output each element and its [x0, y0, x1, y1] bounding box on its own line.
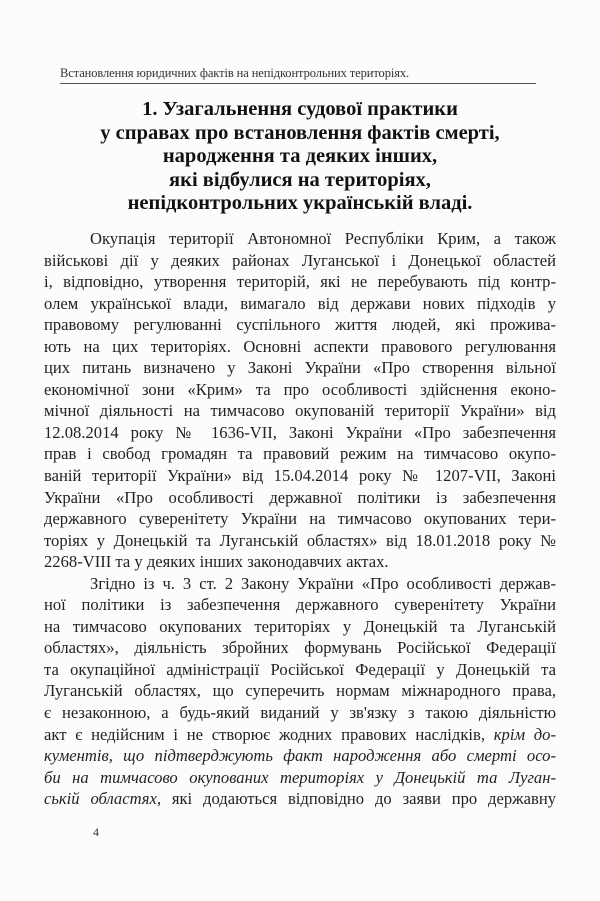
text-line: і, відповідно, утворення територій, які не перебувають під контр-	[44, 272, 556, 292]
text-line: цих питань визначено у Законі України «Про створення вільної	[44, 358, 556, 378]
text-line: економічної зони «Крим» та про особливості здійснення еконо-	[44, 379, 556, 399]
paragraph-2	[44, 573, 556, 810]
text-line: Окупація території Автономної Республіки Крим, а також	[90, 229, 556, 248]
text-line: би на тимчасово окупованих територіях у Донецькій та Луган-	[44, 767, 556, 787]
text-run: які додаються відповідно до заяви про державну	[160, 789, 556, 809]
section-title-line: непідконтрольних українській владі.	[127, 192, 473, 214]
italic-text-run: ській областях,	[44, 789, 161, 809]
section-title-line: народження та деяких інших,	[162, 145, 438, 167]
text-line: ють на цих територіях. Основні аспекти правового регулювання	[44, 336, 556, 356]
text-line: кументів, що підтверджують факт народження або смерті осо-	[44, 746, 556, 766]
text-line: мічної діяльності на тимчасово окупованій території України» від	[44, 401, 556, 421]
section-title-line: які відбулися на територіях,	[169, 168, 431, 191]
section-title	[44, 98, 556, 216]
body-text	[44, 228, 556, 810]
text-line: торіях у Донецькій та Луганській областях» від 18.01.2018 року №	[44, 530, 556, 550]
text-line: правовому регулюванні суспільного життя людей, які прожива-	[44, 315, 556, 335]
text-line: 12.08.2014 року № 1636-VII, Законі України «Про забезпечення	[44, 422, 556, 442]
section-title-line: 1. Узагальнення судової практики	[142, 98, 458, 120]
text-line: Згідно із ч. 3 ст. 2 Закону України «Про особливості держав-	[90, 573, 556, 593]
text-line: прав і свобод громадян та правовий режим на тимчасово окупо-	[44, 444, 556, 464]
italic-text-run: крім до-	[493, 724, 557, 744]
text-line: ної політики із забезпечення державного суверенітету України	[44, 595, 556, 615]
text-line: областях», діяльність збройних формувань Російської Федерації	[44, 638, 556, 658]
page-number: 4	[93, 825, 99, 839]
text-line: 2268-VIII та у деяких інших законодавчих актах.	[44, 552, 389, 572]
text-line: та окупаційної адміністрації Російської Федерації у Донецькій та	[44, 659, 556, 679]
running-header: Встановлення юридичних фактів на непідконтрольних територіях.	[60, 66, 536, 84]
paragraph-1	[44, 228, 556, 573]
text-line: військові дії у деяких районах Луганської і Донецької областей	[44, 250, 556, 270]
text-line: України «Про особливості державної політики із забезпечення	[44, 487, 556, 507]
text-line	[44, 724, 556, 746]
section-title-line: у справах про встановлення фактів смерті,	[100, 121, 500, 144]
text-line: Луганській областях, що суперечить нормам міжнародного права,	[44, 681, 556, 701]
text-line: олем української влади, вимагало від держави нових підходів у	[44, 293, 556, 313]
text-line: на тимчасово окупованих територіях у Донецькій та Луганській	[44, 616, 556, 636]
text-line: є незаконною, а будь-який виданий у зв'язку з такою діяльністю	[44, 703, 556, 723]
text-line: державного суверенітету України на тимчасово окупованих тери-	[44, 509, 556, 529]
text-line	[44, 788, 556, 810]
text-line: ваній території України» від 15.04.2014 року № 1207-VII, Законі	[44, 466, 556, 486]
text-run: акт є недійсним і не створює жодних правових наслідків,	[44, 724, 494, 744]
